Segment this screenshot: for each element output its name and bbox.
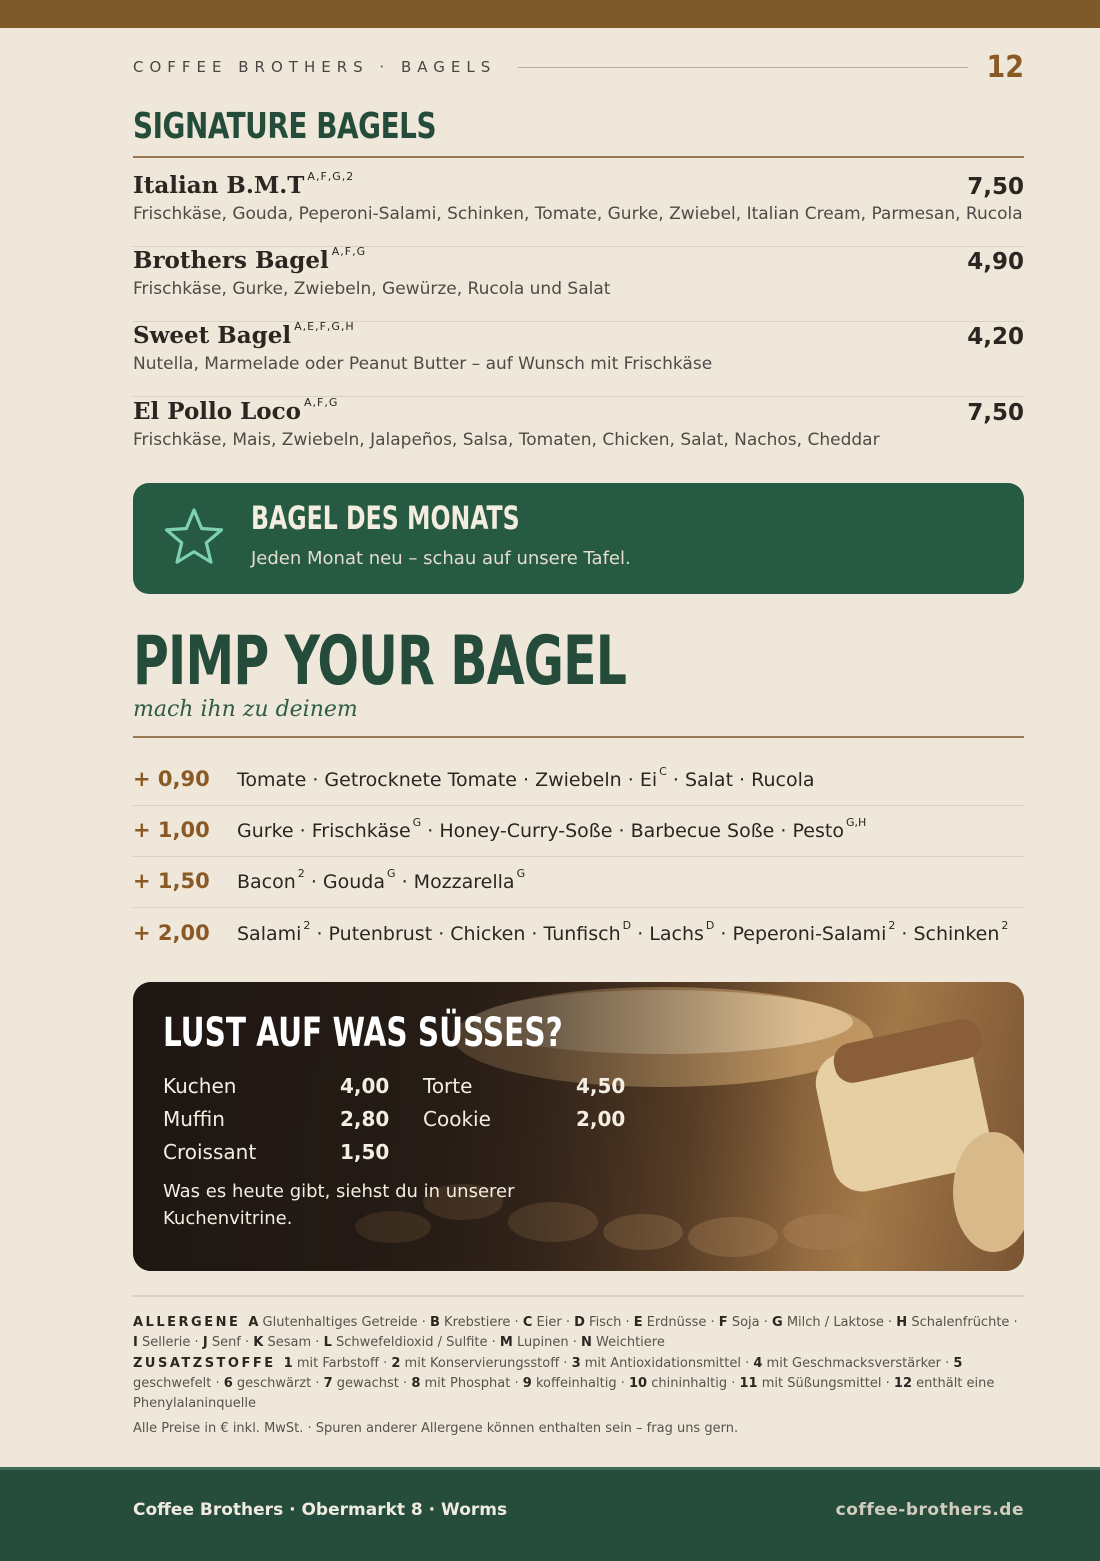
- pimp-rule: [133, 736, 1024, 738]
- addon-price: + 0,90: [133, 767, 210, 791]
- footer-website[interactable]: coffee-brothers.de: [835, 1500, 1024, 1520]
- addon-divider: [133, 907, 1024, 908]
- signature-title: SIGNATURE BAGELS: [133, 106, 437, 147]
- addon-topping: Barbecue Soße: [630, 820, 775, 842]
- allergen-codes: C: [659, 765, 667, 778]
- addon-topping: Salat: [684, 769, 734, 791]
- sweet-name: Muffin: [163, 1107, 225, 1131]
- price-note: Alle Preise in € inkl. MwSt. · Spuren anderer Allergene können enthalten sein – frag uns gern.: [133, 1421, 739, 1436]
- item-name: Italian B.M.T $^{A,F,G,2}$: [133, 170, 355, 199]
- monats-subtitle: Jeden Monat neu – schau auf unsere Tafel.: [251, 548, 631, 569]
- addon-topping: Gouda: [322, 871, 386, 893]
- item-name: Sweet Bagel $^{A,E,F,G,H}$: [133, 320, 355, 349]
- menu-item: [133, 247, 1024, 322]
- addon-row: [133, 909, 1024, 960]
- sweet-name: Croissant: [163, 1140, 257, 1164]
- allergen-codes: G: [387, 867, 396, 880]
- brand-label: COFFEE BROTHERS · BAGELS: [133, 58, 497, 76]
- sweet-name: Cookie: [423, 1107, 491, 1131]
- allergen-codes: A,F,G: [331, 245, 367, 258]
- allergen-codes: A,F,G: [303, 396, 339, 409]
- addon-topping: Schinken: [913, 923, 1000, 945]
- item-price: 7,50: [967, 400, 1024, 426]
- addon-topping: Lachs: [649, 923, 704, 945]
- zusatz-label: ZUSATZSTOFFE: [133, 1356, 276, 1371]
- item-divider: [133, 396, 1024, 397]
- item-description: Frischkäse, Gurke, Zwiebeln, Gewürze, Rucola und Salat: [133, 279, 611, 299]
- addon-price: + 2,00: [133, 921, 210, 945]
- item-description: Frischkäse, Mais, Zwiebeln, Jalapeños, Salsa, Tomaten, Chicken, Salat, Nachos, Cheddar: [133, 430, 880, 450]
- sweet-price: 2,80: [340, 1107, 390, 1131]
- monats-title: BAGEL DES MONATS: [251, 499, 520, 537]
- addon-row: [133, 806, 1024, 857]
- addon-topping: Honey-Curry-Soße: [439, 820, 613, 842]
- header-rule: [518, 67, 968, 68]
- pimp-title: PIMP YOUR BAGEL: [133, 622, 627, 701]
- item-name: El Pollo Loco $^{A,F,G}$: [133, 396, 339, 425]
- addon-topping: Peperoni-Salami: [732, 923, 887, 945]
- addon-topping: Getrocknete Tomate: [324, 769, 517, 791]
- allergen-codes: G,H: [845, 816, 867, 829]
- menu-item: [133, 398, 1024, 473]
- addon-topping: Zwiebeln: [535, 769, 622, 791]
- top-band: [0, 0, 1100, 28]
- allergen-codes: 2: [303, 919, 311, 932]
- allergen-codes: 2: [1001, 919, 1009, 932]
- addon-topping: Mozzarella: [413, 871, 515, 893]
- page-header: [133, 49, 1024, 85]
- menu-item: [133, 322, 1024, 397]
- sweets-note: Was es heute gibt, siehst du in unserer Kuchenvitrine.: [163, 1181, 515, 1229]
- addon-items: Gurke · Frischkäse $^G$ · Honey-Curry-Soße · Barbecue Soße · Pesto $^{G,H}$: [237, 816, 867, 842]
- addon-topping: Chicken: [450, 923, 526, 945]
- addon-price: + 1,00: [133, 818, 210, 842]
- signature-rule: [133, 156, 1024, 158]
- addon-row: [133, 857, 1024, 908]
- sweet-name: Kuchen: [163, 1074, 237, 1098]
- bagel-des-monats-box: [133, 483, 1024, 594]
- addon-topping: Rucola: [751, 769, 815, 791]
- addon-topping: Ei: [639, 769, 658, 791]
- item-description: Nutella, Marmelade oder Peanut Butter – auf Wunsch mit Frischkäse: [133, 354, 713, 374]
- page-number: 12: [986, 49, 1024, 85]
- addon-topping: Putenbrust: [328, 923, 433, 945]
- sweet-price: 4,50: [576, 1074, 626, 1098]
- allergene-label: ALLERGENE: [133, 1315, 241, 1330]
- zusatzstoffe-legend: ZUSATZSTOFFE 1 mit Farbstoff · 2 mit Konservierungsstoff · 3 mit Antioxidationsmittel · 4 mit Geschmacksverstärker · 5 geschwefelt · 6 geschwärzt · 7 gewachst · 8 mit Phosphat · 9 koffeinhaltig · 10 chininhaltig · 11 mit Süßungsmittel · 12 enthält eine Phenylalaninquelle: [133, 1356, 995, 1411]
- allergen-codes: A,F,G,2: [307, 170, 355, 183]
- sweet-name: Torte: [423, 1074, 473, 1098]
- allergen-rule: [133, 1295, 1024, 1297]
- pimp-subtitle: mach ihn zu deinem: [133, 697, 358, 722]
- allergen-codes: 2: [297, 867, 305, 880]
- menu-item: [133, 172, 1024, 247]
- allergen-codes: A,E,F,G,H: [294, 320, 355, 333]
- sweet-price: 4,00: [340, 1074, 390, 1098]
- addon-items: Tomate · Getrocknete Tomate · Zwiebeln · Ei $^C$ · Salat · Rucola: [237, 765, 815, 791]
- item-name: Brothers Bagel $^{A,F,G}$: [133, 245, 367, 274]
- sweet-price: 2,00: [576, 1107, 626, 1131]
- item-description: Frischkäse, Gouda, Peperoni-Salami, Schinken, Tomate, Gurke, Zwiebel, Italian Cream, Parmesan, Rucola: [133, 204, 1023, 224]
- sweet-price: 1,50: [340, 1140, 390, 1164]
- addon-topping: Bacon: [237, 871, 296, 893]
- addon-topping: Tunfisch: [543, 923, 621, 945]
- allergen-codes: G: [412, 816, 422, 829]
- star-icon: [163, 507, 225, 567]
- allergene-legend: ALLERGENE A Glutenhaltiges Getreide · B Krebstiere · C Eier · D Fisch · E Erdnüsse · F Soja · G Milch / Laktose · H Schalenfrüchte · I Sellerie · J Senf · K Sesam · L Schwefeldioxid / Sulfite · M Lupinen · N Weichtiere: [133, 1315, 1018, 1350]
- addon-items: Bacon $^2$ · Gouda $^G$ · Mozzarella $^G$: [237, 867, 526, 893]
- allergen-codes: 2: [888, 919, 896, 932]
- page-footer: [0, 1467, 1100, 1561]
- allergen-codes: D: [705, 919, 715, 932]
- item-price: 4,90: [967, 249, 1024, 275]
- item-price: 4,20: [967, 324, 1024, 350]
- addon-items: Salami $^2$ · Putenbrust · Chicken · Tunfisch $^D$ · Lachs $^D$ · Peperoni-Salami $^2$ · Schinken $^2$: [237, 919, 1009, 945]
- allergen-codes: D: [622, 919, 632, 932]
- allergen-codes: G: [516, 867, 526, 880]
- item-price: 7,50: [967, 174, 1024, 200]
- addon-topping: Frischkäse: [311, 820, 411, 842]
- addon-topping: Tomate: [237, 769, 307, 791]
- sweets-box: [133, 982, 1024, 1271]
- addon-topping: Gurke: [237, 820, 294, 842]
- addon-topping: Pesto: [792, 820, 844, 842]
- addon-price: + 1,50: [133, 869, 210, 893]
- addon-topping: Salami: [237, 923, 302, 945]
- footer-address: Coffee Brothers · Obermarkt 8 · Worms: [133, 1500, 508, 1520]
- addon-row: [133, 755, 1024, 806]
- sweets-title: LUST AUF WAS SÜSSES?: [163, 1010, 563, 1056]
